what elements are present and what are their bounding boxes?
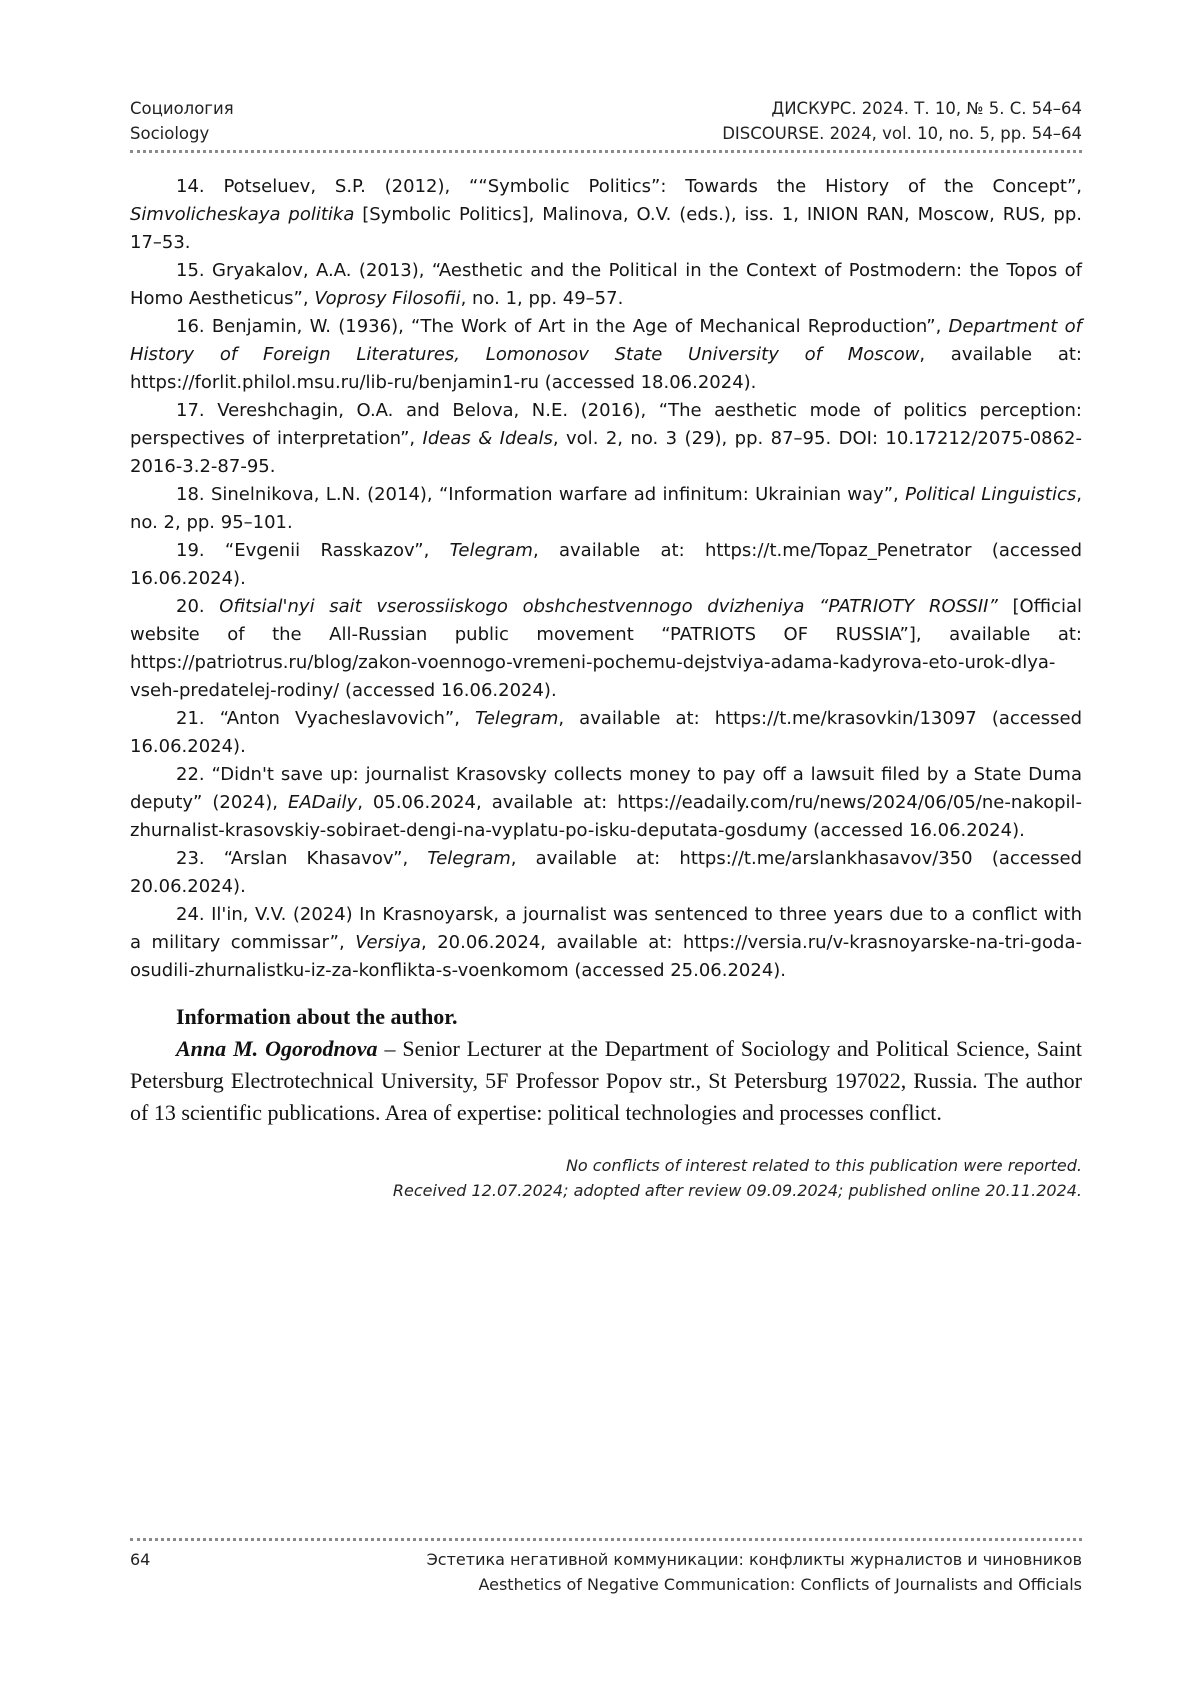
header-journal xyxy=(722,96,1082,146)
reference-details: , available at: https://t.me/krasovkin/13097 (accessed 16.06.2024). xyxy=(130,708,1082,757)
reference-text: 22. “Didn't save up: journalist Krasovsky collects money to pay off a lawsuit filed by a State Duma deputy” (2024), xyxy=(130,764,1082,813)
running-header xyxy=(130,96,1082,146)
reference-item xyxy=(130,173,1082,257)
header-section xyxy=(130,96,234,146)
reference-text: 17. Vereshchagin, O.A. and Belova, N.E. (2016), “The aesthetic mode of politics perception: perspectives of interpretation”, xyxy=(130,400,1082,449)
header-section-ru: Социология xyxy=(130,99,234,118)
reference-text: 20. xyxy=(176,596,220,617)
reference-source: Political Linguistics xyxy=(905,484,1077,505)
reference-source: Department of History of Foreign Literatures, Lomonosov State University of Moscow xyxy=(130,316,1082,365)
reference-item xyxy=(130,537,1082,593)
reference-source: Ideas & Ideals xyxy=(422,428,553,449)
reference-details: , vol. 2, no. 3 (29), pp. 87–95. DOI: 10.17212/2075-0862-2016-3.2-87-95. xyxy=(130,428,1082,477)
reference-item xyxy=(130,313,1082,397)
reference-details: , no. 2, pp. 95–101. xyxy=(130,484,1082,533)
reference-item xyxy=(130,593,1082,705)
reference-text: 19. “Evgenii Rasskazov”, xyxy=(176,540,450,561)
reference-text: 14. Potseluev, S.P. (2012), ““Symbolic Politics”: Towards the History of the Concept”, xyxy=(176,176,1082,197)
reference-details: , 20.06.2024, available at: https://versia.ru/v-krasnoyarske-na-tri-goda-osudili-zhurnalistku-iz-za-konflikta-s-voenkomom (accessed 25.06.2024). xyxy=(130,932,1082,981)
footer-title-en: Aesthetics of Negative Communication: Conflicts of Journalists and Officials xyxy=(478,1575,1082,1594)
reference-source: EADaily xyxy=(287,792,358,813)
reference-text: 24. Il'in, V.V. (2024) In Krasnoyarsk, a journalist was sentenced to three years due to a conflict with a military commissar”, xyxy=(130,904,1082,953)
publication-dates: Received 12.07.2024; adopted after review 09.09.2024; published online 20.11.2024. xyxy=(392,1181,1082,1200)
running-footer xyxy=(130,1538,1082,1597)
reference-details: [Official website of the All-Russian public movement “PATRIOTS OF RUSSIA”], available at: https://patriotrus.ru/blog/zakon-voennogo-vremeni-pochemu-dejstviya-adama-kadyrova-eto-urok-dlya-vseh-predatelej-rodiny/ (accessed 16.06.2024). xyxy=(130,596,1082,701)
reference-text: 18. Sinelnikova, L.N. (2014), “Information warfare ad infinitum: Ukrainian way”, xyxy=(176,484,906,505)
reference-text: 21. “Anton Vyacheslavovich”, xyxy=(176,708,476,729)
page-number: 64 xyxy=(130,1550,151,1569)
reference-item xyxy=(130,481,1082,537)
footer-divider xyxy=(130,1538,1082,1541)
publication-notes xyxy=(130,1153,1082,1203)
author-info xyxy=(130,1001,1082,1129)
reference-item xyxy=(130,901,1082,985)
reference-source: Voprosy Filosofii xyxy=(314,288,461,309)
reference-details: , available at: https://forlit.philol.msu.ru/lib-ru/benjamin1-ru (accessed 18.06.2024). xyxy=(130,344,1082,393)
reference-details: , 05.06.2024, available at: https://eadaily.com/ru/news/2024/06/05/ne-nakopil-zhurnalist-krasovskiy-sobiraet-dengi-na-vyplatu-po-isku-deputata-gosdumy (accessed 16.06.2024). xyxy=(130,792,1083,841)
reference-item xyxy=(130,705,1082,761)
reference-item xyxy=(130,761,1082,845)
header-journal-en: DISCOURSE. 2024, vol. 10, no. 5, pp. 54–64 xyxy=(722,124,1082,143)
page-body xyxy=(130,96,1082,1203)
reference-text: 16. Benjamin, W. (1936), “The Work of Art in the Age of Mechanical Reproduction”, xyxy=(176,316,949,337)
author-info-heading: Information about the author. xyxy=(176,1004,458,1029)
reference-source: Telegram xyxy=(427,848,511,869)
footer-content xyxy=(130,1547,1082,1597)
author-name: Anna M. Ogorodnova xyxy=(176,1036,378,1061)
reference-source: Telegram xyxy=(475,708,559,729)
footer-title-ru: Эстетика негативной коммуникации: конфликты журналистов и чиновников xyxy=(426,1550,1082,1569)
reference-item xyxy=(130,397,1082,481)
conflict-statement: No conflicts of interest related to this publication were reported. xyxy=(565,1156,1082,1175)
header-divider xyxy=(130,150,1082,153)
reference-item xyxy=(130,845,1082,901)
reference-details: , available at: https://t.me/arslankhasavov/350 (accessed 20.06.2024). xyxy=(130,848,1082,897)
author-bio: – Senior Lecturer at the Department of Sociology and Political Science, Saint Petersburg Electrotechnical University, 5F Professor Popov str., St Petersburg 197022, Russia. The author of 13 scientific publications. Area of expertise: political technologies and processes conflict. xyxy=(130,1036,1083,1125)
reference-source: Telegram xyxy=(449,540,533,561)
reference-source: Versiya xyxy=(355,932,421,953)
reference-item xyxy=(130,257,1082,313)
reference-list xyxy=(130,173,1082,985)
author-info-text xyxy=(130,1033,1082,1129)
footer-title xyxy=(427,1547,1082,1597)
reference-details: [Symbolic Politics], Malinova, O.V. (eds.), iss. 1, INION RAN, Moscow, RUS, pp. 17–53. xyxy=(130,204,1082,253)
header-journal-ru: ДИСКУРС. 2024. Т. 10, № 5. С. 54–64 xyxy=(771,99,1082,118)
reference-source: Simvolicheskaya politika xyxy=(130,204,355,225)
reference-details: , no. 1, pp. 49–57. xyxy=(460,288,624,309)
reference-text: 15. Gryakalov, A.A. (2013), “Aesthetic and the Political in the Context of Postmodern: the Topos of Homo Aestheticus”, xyxy=(130,260,1082,309)
reference-source: Ofitsial'nyi sait vserossiiskogo obshchestvennogo dvizheniya “PATRIOTY ROSSII” xyxy=(219,596,998,617)
reference-text: 23. “Arslan Khasavov”, xyxy=(176,848,428,869)
header-section-en: Sociology xyxy=(130,124,210,143)
reference-details: , available at: https://t.me/Topaz_Penetrator (accessed 16.06.2024). xyxy=(130,540,1082,589)
